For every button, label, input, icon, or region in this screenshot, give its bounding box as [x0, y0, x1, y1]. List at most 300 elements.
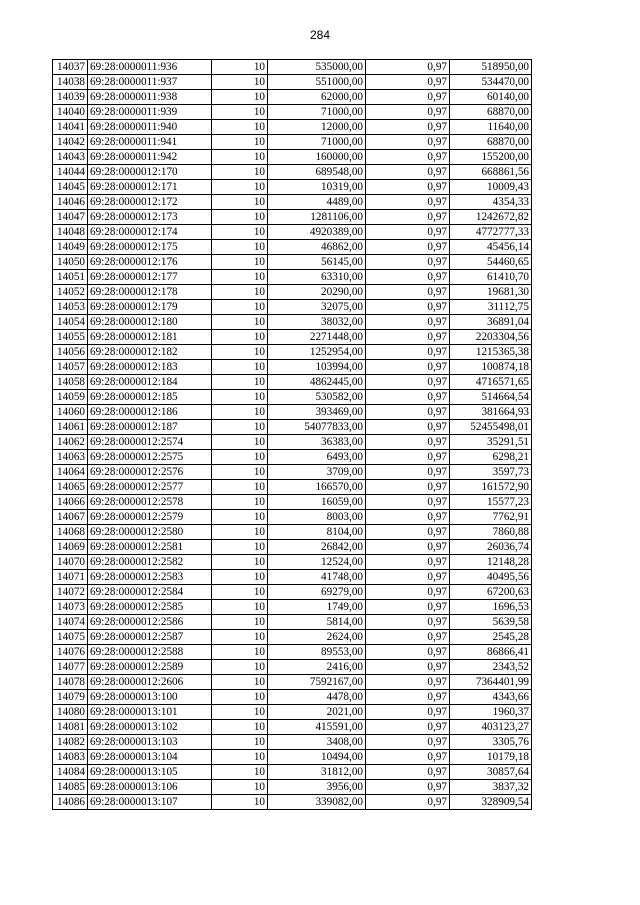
code-cell: 10: [212, 585, 268, 600]
result-cell: 7364401,99: [450, 675, 532, 690]
value-cell: 3709,00: [268, 465, 366, 480]
row-number-cell: 14045: [53, 180, 88, 195]
cadastral-number-cell: 69:28:0000011:940: [88, 120, 212, 135]
coefficient-cell: 0,97: [366, 585, 450, 600]
row-number-cell: 14078: [53, 675, 88, 690]
value-cell: 1281106,00: [268, 210, 366, 225]
result-cell: 7762,91: [450, 510, 532, 525]
coefficient-cell: 0,97: [366, 690, 450, 705]
value-cell: 12000,00: [268, 120, 366, 135]
row-number-cell: 14043: [53, 150, 88, 165]
code-cell: 10: [212, 435, 268, 450]
coefficient-cell: 0,97: [366, 480, 450, 495]
cadastral-number-cell: 69:28:0000012:2589: [88, 660, 212, 675]
coefficient-cell: 0,97: [366, 75, 450, 90]
row-number-cell: 14082: [53, 735, 88, 750]
coefficient-cell: 0,97: [366, 345, 450, 360]
value-cell: 8003,00: [268, 510, 366, 525]
row-number-cell: 14042: [53, 135, 88, 150]
result-cell: 4354,33: [450, 195, 532, 210]
coefficient-cell: 0,97: [366, 240, 450, 255]
table-row: [53, 315, 532, 330]
table-row: [53, 690, 532, 705]
table-row: [53, 495, 532, 510]
row-number-cell: 14059: [53, 390, 88, 405]
table-row: [53, 750, 532, 765]
value-cell: 89553,00: [268, 645, 366, 660]
cadastral-value-table: [52, 59, 532, 810]
table-row: [53, 375, 532, 390]
code-cell: 10: [212, 705, 268, 720]
row-number-cell: 14037: [53, 60, 88, 75]
row-number-cell: 14063: [53, 450, 88, 465]
table-row: [53, 480, 532, 495]
result-cell: 68870,00: [450, 135, 532, 150]
row-number-cell: 14039: [53, 90, 88, 105]
coefficient-cell: 0,97: [366, 135, 450, 150]
row-number-cell: 14075: [53, 630, 88, 645]
coefficient-cell: 0,97: [366, 435, 450, 450]
table-row: [53, 630, 532, 645]
cadastral-number-cell: 69:28:0000012:2583: [88, 570, 212, 585]
value-cell: 1252954,00: [268, 345, 366, 360]
code-cell: 10: [212, 165, 268, 180]
page-number: 284: [309, 28, 331, 42]
result-cell: 1696,53: [450, 600, 532, 615]
value-cell: 551000,00: [268, 75, 366, 90]
code-cell: 10: [212, 360, 268, 375]
table-row: [53, 660, 532, 675]
code-cell: 10: [212, 570, 268, 585]
row-number-cell: 14066: [53, 495, 88, 510]
result-cell: 2545,28: [450, 630, 532, 645]
table-row: [53, 270, 532, 285]
cadastral-number-cell: 69:28:0000013:103: [88, 735, 212, 750]
row-number-cell: 14061: [53, 420, 88, 435]
cadastral-number-cell: 69:28:0000012:179: [88, 300, 212, 315]
cadastral-number-cell: 69:28:0000012:173: [88, 210, 212, 225]
value-cell: 415591,00: [268, 720, 366, 735]
cadastral-number-cell: 69:28:0000013:101: [88, 705, 212, 720]
coefficient-cell: 0,97: [366, 720, 450, 735]
coefficient-cell: 0,97: [366, 495, 450, 510]
coefficient-cell: 0,97: [366, 390, 450, 405]
row-number-cell: 14073: [53, 600, 88, 615]
code-cell: 10: [212, 690, 268, 705]
row-number-cell: 14049: [53, 240, 88, 255]
result-cell: 52455498,01: [450, 420, 532, 435]
result-cell: 155200,00: [450, 150, 532, 165]
code-cell: 10: [212, 315, 268, 330]
result-cell: 403123,27: [450, 720, 532, 735]
cadastral-number-cell: 69:28:0000012:2584: [88, 585, 212, 600]
result-cell: 54460,65: [450, 255, 532, 270]
value-cell: 4920389,00: [268, 225, 366, 240]
result-cell: 30857,64: [450, 765, 532, 780]
row-number-cell: 14069: [53, 540, 88, 555]
result-cell: 10009,43: [450, 180, 532, 195]
table-row: [53, 75, 532, 90]
value-cell: 2271448,00: [268, 330, 366, 345]
coefficient-cell: 0,97: [366, 180, 450, 195]
result-cell: 45456,14: [450, 240, 532, 255]
coefficient-cell: 0,97: [366, 615, 450, 630]
cadastral-number-cell: 69:28:0000012:180: [88, 315, 212, 330]
value-cell: 26842,00: [268, 540, 366, 555]
cadastral-number-cell: 69:28:0000013:106: [88, 780, 212, 795]
value-cell: 56145,00: [268, 255, 366, 270]
row-number-cell: 14064: [53, 465, 88, 480]
code-cell: 10: [212, 735, 268, 750]
code-cell: 10: [212, 60, 268, 75]
row-number-cell: 14068: [53, 525, 88, 540]
code-cell: 10: [212, 600, 268, 615]
value-cell: 535000,00: [268, 60, 366, 75]
code-cell: 10: [212, 345, 268, 360]
table-row: [53, 570, 532, 585]
coefficient-cell: 0,97: [366, 420, 450, 435]
cadastral-number-cell: 69:28:0000012:2579: [88, 510, 212, 525]
value-cell: 5814,00: [268, 615, 366, 630]
result-cell: 1242672,82: [450, 210, 532, 225]
coefficient-cell: 0,97: [366, 630, 450, 645]
cadastral-number-cell: 69:28:0000012:183: [88, 360, 212, 375]
coefficient-cell: 0,97: [366, 555, 450, 570]
value-cell: 71000,00: [268, 105, 366, 120]
cadastral-number-cell: 69:28:0000011:941: [88, 135, 212, 150]
table-row: [53, 510, 532, 525]
result-cell: 3837,32: [450, 780, 532, 795]
cadastral-number-cell: 69:28:0000011:939: [88, 105, 212, 120]
row-number-cell: 14052: [53, 285, 88, 300]
code-cell: 10: [212, 195, 268, 210]
cadastral-number-cell: 69:28:0000012:178: [88, 285, 212, 300]
result-cell: 67200,63: [450, 585, 532, 600]
code-cell: 10: [212, 120, 268, 135]
coefficient-cell: 0,97: [366, 60, 450, 75]
value-cell: 71000,00: [268, 135, 366, 150]
coefficient-cell: 0,97: [366, 90, 450, 105]
result-cell: 40495,56: [450, 570, 532, 585]
coefficient-cell: 0,97: [366, 540, 450, 555]
table-row: [53, 615, 532, 630]
coefficient-cell: 0,97: [366, 465, 450, 480]
table-row: [53, 90, 532, 105]
code-cell: 10: [212, 390, 268, 405]
row-number-cell: 14060: [53, 405, 88, 420]
table-row: [53, 465, 532, 480]
result-cell: 68870,00: [450, 105, 532, 120]
result-cell: 2343,52: [450, 660, 532, 675]
row-number-cell: 14040: [53, 105, 88, 120]
result-cell: 35291,51: [450, 435, 532, 450]
code-cell: 10: [212, 285, 268, 300]
result-cell: 26036,74: [450, 540, 532, 555]
cadastral-number-cell: 69:28:0000012:2585: [88, 600, 212, 615]
table-row: [53, 645, 532, 660]
row-number-cell: 14058: [53, 375, 88, 390]
row-number-cell: 14077: [53, 660, 88, 675]
value-cell: 2021,00: [268, 705, 366, 720]
code-cell: 10: [212, 660, 268, 675]
value-cell: 2624,00: [268, 630, 366, 645]
coefficient-cell: 0,97: [366, 255, 450, 270]
value-cell: 339082,00: [268, 795, 366, 810]
coefficient-cell: 0,97: [366, 405, 450, 420]
result-cell: 11640,00: [450, 120, 532, 135]
table-row: [53, 255, 532, 270]
cadastral-number-cell: 69:28:0000012:172: [88, 195, 212, 210]
table-row: [53, 555, 532, 570]
code-cell: 10: [212, 495, 268, 510]
cadastral-number-cell: 69:28:0000013:100: [88, 690, 212, 705]
code-cell: 10: [212, 615, 268, 630]
value-cell: 3408,00: [268, 735, 366, 750]
coefficient-cell: 0,97: [366, 120, 450, 135]
coefficient-cell: 0,97: [366, 570, 450, 585]
row-number-cell: 14053: [53, 300, 88, 315]
table-row: [53, 390, 532, 405]
value-cell: 689548,00: [268, 165, 366, 180]
table-row: [53, 195, 532, 210]
value-cell: 32075,00: [268, 300, 366, 315]
code-cell: 10: [212, 330, 268, 345]
value-cell: 38032,00: [268, 315, 366, 330]
cadastral-number-cell: 69:28:0000012:2577: [88, 480, 212, 495]
coefficient-cell: 0,97: [366, 705, 450, 720]
value-cell: 6493,00: [268, 450, 366, 465]
value-cell: 46862,00: [268, 240, 366, 255]
code-cell: 10: [212, 525, 268, 540]
table-row: [53, 735, 532, 750]
cadastral-number-cell: 69:28:0000013:105: [88, 765, 212, 780]
result-cell: 2203304,56: [450, 330, 532, 345]
code-cell: 10: [212, 795, 268, 810]
coefficient-cell: 0,97: [366, 270, 450, 285]
result-cell: 518950,00: [450, 60, 532, 75]
table-row: [53, 795, 532, 810]
value-cell: 166570,00: [268, 480, 366, 495]
table-row: [53, 210, 532, 225]
table-row: [53, 585, 532, 600]
cadastral-number-cell: 69:28:0000012:170: [88, 165, 212, 180]
cadastral-number-cell: 69:28:0000012:2578: [88, 495, 212, 510]
cadastral-number-cell: 69:28:0000011:938: [88, 90, 212, 105]
value-cell: 8104,00: [268, 525, 366, 540]
result-cell: 5639,58: [450, 615, 532, 630]
cadastral-number-cell: 69:28:0000012:185: [88, 390, 212, 405]
value-cell: 4862445,00: [268, 375, 366, 390]
row-number-cell: 14080: [53, 705, 88, 720]
code-cell: 10: [212, 210, 268, 225]
table-row: [53, 765, 532, 780]
row-number-cell: 14048: [53, 225, 88, 240]
value-cell: 54077833,00: [268, 420, 366, 435]
value-cell: 4489,00: [268, 195, 366, 210]
table-row: [53, 60, 532, 75]
coefficient-cell: 0,97: [366, 225, 450, 240]
row-number-cell: 14067: [53, 510, 88, 525]
code-cell: 10: [212, 75, 268, 90]
result-cell: 3597,73: [450, 465, 532, 480]
cadastral-number-cell: 69:28:0000012:2586: [88, 615, 212, 630]
code-cell: 10: [212, 645, 268, 660]
cadastral-number-cell: 69:28:0000012:176: [88, 255, 212, 270]
code-cell: 10: [212, 450, 268, 465]
table-row: [53, 285, 532, 300]
coefficient-cell: 0,97: [366, 660, 450, 675]
code-cell: 10: [212, 720, 268, 735]
value-cell: 160000,00: [268, 150, 366, 165]
table-row: [53, 675, 532, 690]
table-row: [53, 150, 532, 165]
code-cell: 10: [212, 105, 268, 120]
cadastral-number-cell: 69:28:0000012:2587: [88, 630, 212, 645]
code-cell: 10: [212, 270, 268, 285]
coefficient-cell: 0,97: [366, 525, 450, 540]
code-cell: 10: [212, 465, 268, 480]
result-cell: 60140,00: [450, 90, 532, 105]
coefficient-cell: 0,97: [366, 210, 450, 225]
code-cell: 10: [212, 300, 268, 315]
table-row: [53, 600, 532, 615]
result-cell: 4343,66: [450, 690, 532, 705]
result-cell: 6298,21: [450, 450, 532, 465]
result-cell: 31112,75: [450, 300, 532, 315]
row-number-cell: 14054: [53, 315, 88, 330]
row-number-cell: 14057: [53, 360, 88, 375]
cadastral-number-cell: 69:28:0000013:102: [88, 720, 212, 735]
table-row: [53, 540, 532, 555]
code-cell: 10: [212, 780, 268, 795]
row-number-cell: 14047: [53, 210, 88, 225]
cadastral-number-cell: 69:28:0000012:182: [88, 345, 212, 360]
value-cell: 62000,00: [268, 90, 366, 105]
table-row: [53, 330, 532, 345]
code-cell: 10: [212, 135, 268, 150]
coefficient-cell: 0,97: [366, 450, 450, 465]
table-row: [53, 300, 532, 315]
code-cell: 10: [212, 180, 268, 195]
result-cell: 61410,70: [450, 270, 532, 285]
coefficient-cell: 0,97: [366, 330, 450, 345]
cadastral-number-cell: 69:28:0000013:107: [88, 795, 212, 810]
coefficient-cell: 0,97: [366, 360, 450, 375]
row-number-cell: 14062: [53, 435, 88, 450]
table-row: [53, 450, 532, 465]
result-cell: 161572,90: [450, 480, 532, 495]
row-number-cell: 14046: [53, 195, 88, 210]
table-row: [53, 225, 532, 240]
result-cell: 381664,93: [450, 405, 532, 420]
row-number-cell: 14079: [53, 690, 88, 705]
result-cell: 668861,56: [450, 165, 532, 180]
value-cell: 1749,00: [268, 600, 366, 615]
result-cell: 3305,76: [450, 735, 532, 750]
row-number-cell: 14055: [53, 330, 88, 345]
row-number-cell: 14085: [53, 780, 88, 795]
table-row: [53, 435, 532, 450]
table-row: [53, 180, 532, 195]
table-row: [53, 105, 532, 120]
row-number-cell: 14074: [53, 615, 88, 630]
code-cell: 10: [212, 675, 268, 690]
cadastral-number-cell: 69:28:0000013:104: [88, 750, 212, 765]
value-cell: 4478,00: [268, 690, 366, 705]
table-row: [53, 405, 532, 420]
result-cell: 19681,30: [450, 285, 532, 300]
table-row: [53, 780, 532, 795]
code-cell: 10: [212, 150, 268, 165]
cadastral-number-cell: 69:28:0000012:175: [88, 240, 212, 255]
result-cell: 86866,41: [450, 645, 532, 660]
result-cell: 7860,88: [450, 525, 532, 540]
code-cell: 10: [212, 480, 268, 495]
value-cell: 16059,00: [268, 495, 366, 510]
cadastral-number-cell: 69:28:0000012:187: [88, 420, 212, 435]
code-cell: 10: [212, 405, 268, 420]
table-row: [53, 720, 532, 735]
cadastral-number-cell: 69:28:0000011:936: [88, 60, 212, 75]
table-row: [53, 705, 532, 720]
row-number-cell: 14051: [53, 270, 88, 285]
table-row: [53, 420, 532, 435]
coefficient-cell: 0,97: [366, 150, 450, 165]
table-body: [53, 60, 532, 810]
coefficient-cell: 0,97: [366, 780, 450, 795]
code-cell: 10: [212, 630, 268, 645]
result-cell: 514664,54: [450, 390, 532, 405]
value-cell: 36383,00: [268, 435, 366, 450]
value-cell: 103994,00: [268, 360, 366, 375]
result-cell: 12148,28: [450, 555, 532, 570]
row-number-cell: 14038: [53, 75, 88, 90]
cadastral-number-cell: 69:28:0000012:2582: [88, 555, 212, 570]
code-cell: 10: [212, 540, 268, 555]
code-cell: 10: [212, 375, 268, 390]
cadastral-number-cell: 69:28:0000012:2580: [88, 525, 212, 540]
value-cell: 69279,00: [268, 585, 366, 600]
row-number-cell: 14065: [53, 480, 88, 495]
code-cell: 10: [212, 555, 268, 570]
value-cell: 7592167,00: [268, 675, 366, 690]
coefficient-cell: 0,97: [366, 315, 450, 330]
result-cell: 328909,54: [450, 795, 532, 810]
table-row: [53, 345, 532, 360]
coefficient-cell: 0,97: [366, 510, 450, 525]
row-number-cell: 14083: [53, 750, 88, 765]
table-row: [53, 360, 532, 375]
code-cell: 10: [212, 255, 268, 270]
value-cell: 20290,00: [268, 285, 366, 300]
value-cell: 10494,00: [268, 750, 366, 765]
code-cell: 10: [212, 420, 268, 435]
code-cell: 10: [212, 225, 268, 240]
cadastral-number-cell: 69:28:0000011:942: [88, 150, 212, 165]
cadastral-number-cell: 69:28:0000012:186: [88, 405, 212, 420]
value-cell: 393469,00: [268, 405, 366, 420]
coefficient-cell: 0,97: [366, 300, 450, 315]
value-cell: 31812,00: [268, 765, 366, 780]
table-row: [53, 240, 532, 255]
result-cell: 15577,23: [450, 495, 532, 510]
cadastral-number-cell: 69:28:0000012:181: [88, 330, 212, 345]
table-row: [53, 165, 532, 180]
cadastral-number-cell: 69:28:0000012:2575: [88, 450, 212, 465]
cadastral-number-cell: 69:28:0000012:184: [88, 375, 212, 390]
row-number-cell: 14086: [53, 795, 88, 810]
value-cell: 3956,00: [268, 780, 366, 795]
